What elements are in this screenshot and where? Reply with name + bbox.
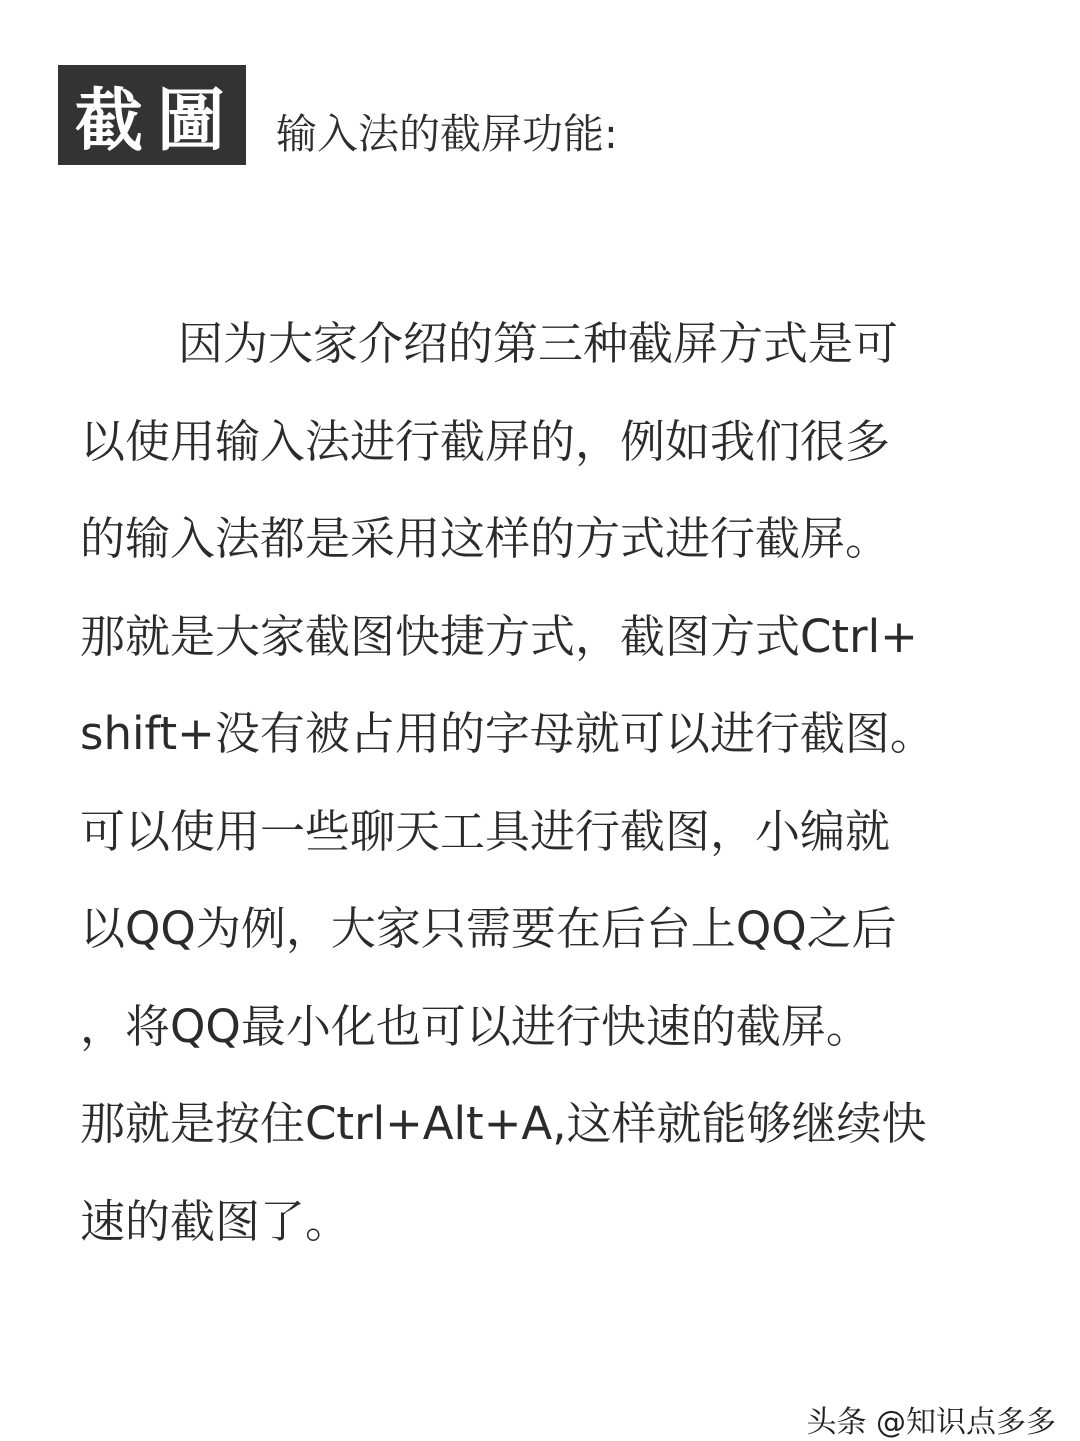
body-line: 以QQ为例，大家只需要在后台上QQ之后 [80,902,897,955]
body-line: ，将QQ最小化也可以进行快速的截屏。 [80,999,871,1053]
body-line: shift+没有被占用的字母就可以进行截图。 [80,707,935,760]
body-line: 那就是大家截图快捷方式，截图方式Ctrl+ [80,609,918,663]
section-title: 输入法的截屏功能: [276,110,618,158]
body-line: 以使用输入法进行截屏的，例如我们很多 [80,414,891,468]
body-line: 速的截图了。 [80,1194,351,1248]
section-badge: 截圖 [58,65,246,165]
body-line: 可以使用一些聊天工具进行截图，小编就 [80,804,891,858]
body-line: 因为大家介绍的第三种截屏方式是可 [178,317,899,370]
body-line: 的输入法都是采用这样的方式进行截屏。 [80,512,891,565]
watermark: 头条 @知识点多多 [806,1405,1056,1440]
body-line: 那就是按住Ctrl+Alt+A,这样就能够继续快 [80,1097,927,1150]
article-body [80,306,990,1281]
